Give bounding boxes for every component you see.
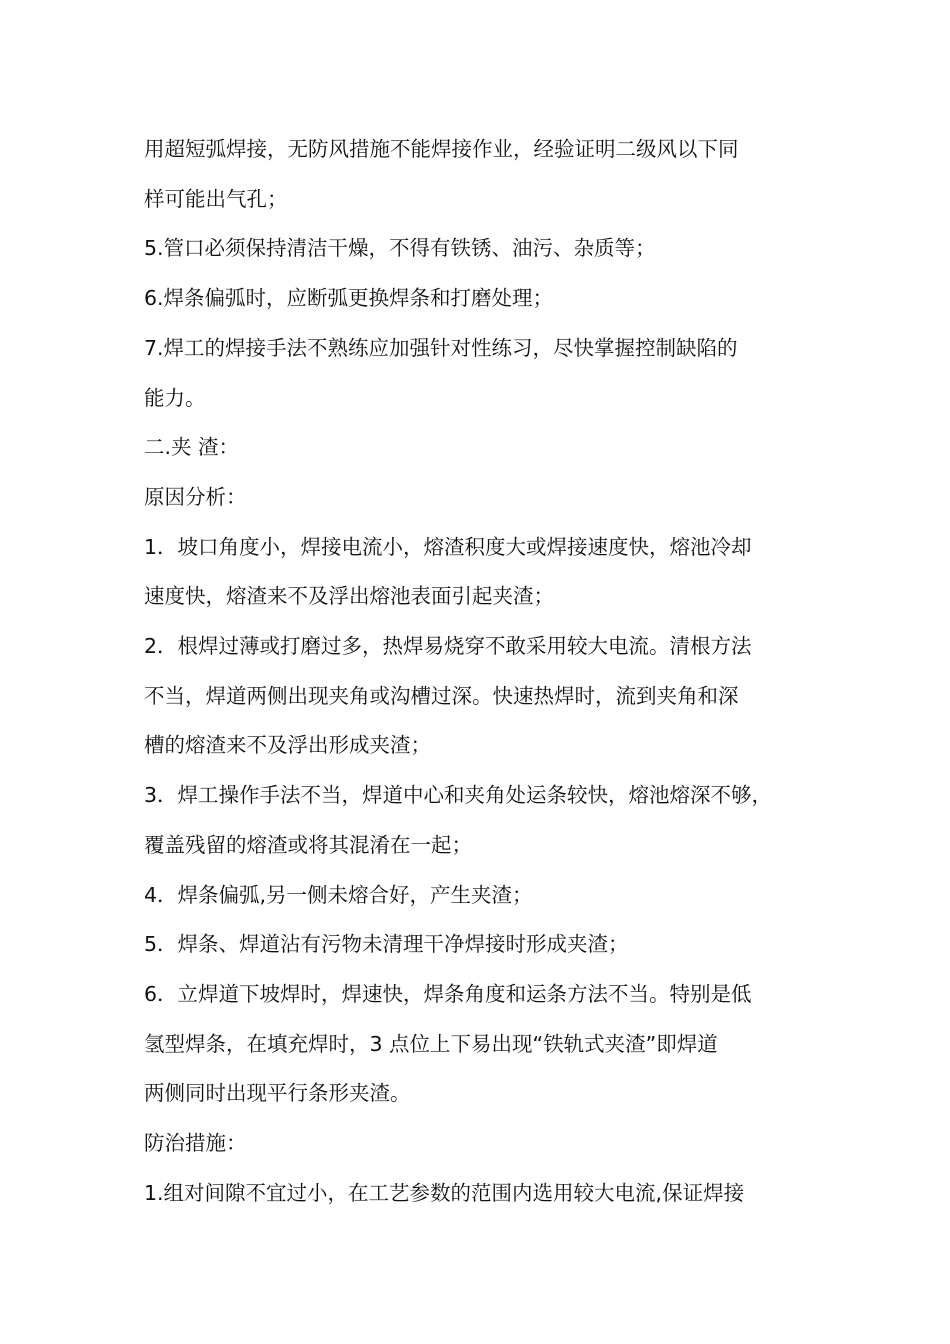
- text-line: 5．焊条、焊道沾有污物未清理干净焊接时形成夹渣；: [144, 932, 629, 957]
- text-line: 不当，焊道两侧出现夹角或沟槽过深。快速热焊时，流到夹角和深: [144, 683, 739, 708]
- text-line: 氢型焊条，在填充焊时，3 点位上下易出现“铁轨式夹渣”即焊道: [144, 1031, 718, 1056]
- subsection-heading: 防治措施：: [144, 1131, 247, 1156]
- text-line: 4．焊条偏弧,另一侧未熔合好，产生夹渣；: [144, 882, 533, 907]
- text-line: 6．立焊道下坡焊时，焊速快，焊条角度和运条方法不当。特别是低: [144, 981, 752, 1006]
- text-line: 覆盖残留的熔渣或将其混淆在一起；: [144, 832, 472, 857]
- text-line: 6.焊条偏弧时，应断弧更换焊条和打磨处理；: [144, 286, 554, 311]
- text-line: 1.组对间隙不宜过小，在工艺参数的范围内选用较大电流,保证焊接: [144, 1180, 745, 1205]
- text-line: 5.管口必须保持清洁干燥，不得有铁锈、油污、杂质等；: [144, 236, 656, 261]
- text-line: 两侧同时出现平行条形夹渣。: [144, 1081, 411, 1106]
- text-line: 样可能出气孔；: [144, 186, 288, 211]
- section-heading: 二.夹 渣：: [144, 435, 240, 460]
- text-line: 2．根焊过薄或打磨过多，热焊易烧穿不敢采用较大电流。清根方法: [144, 634, 752, 659]
- text-line: 用超短弧焊接，无防风措施不能焊接作业，经验证明二级风以下同: [144, 137, 739, 161]
- text-line: 3．焊工操作手法不当，焊道中心和夹角处运条较快，熔池熔深不够，: [144, 783, 773, 808]
- text-line: 1．坡口角度小，焊接电流小，熔渣积度大或焊接速度快，熔池冷却: [144, 534, 752, 559]
- text-line: 速度快，熔渣来不及浮出熔池表面引起夹渣；: [144, 584, 554, 609]
- text-line: 槽的熔渣来不及浮出形成夹渣；: [144, 733, 431, 758]
- text-line: 能力。: [144, 385, 206, 410]
- text-line: 7.焊工的焊接手法不熟练应加强针对性练习，尽快掌握控制缺陷的: [144, 335, 738, 360]
- subsection-heading: 原因分析：: [144, 484, 247, 509]
- document-body: [144, 125, 820, 1218]
